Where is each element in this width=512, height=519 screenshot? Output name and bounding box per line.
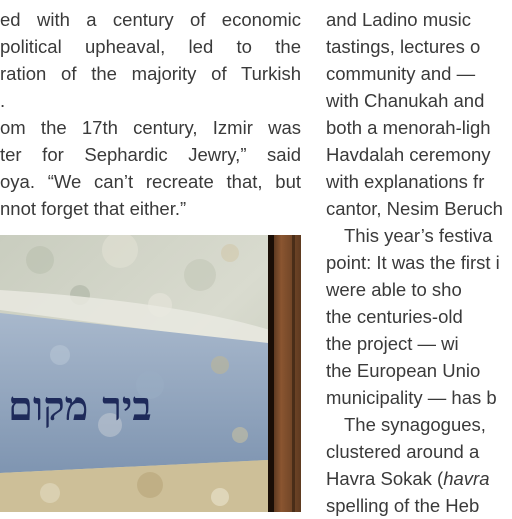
text-line xyxy=(326,465,512,492)
synagogue-wall-photo xyxy=(0,235,301,512)
text-line: point: It was the first i xyxy=(326,252,500,273)
text-line: ration of the majority of Turkish xyxy=(0,63,301,84)
italic-term: havra xyxy=(443,468,490,489)
text-line: were able to sho xyxy=(326,279,462,300)
text-line: The synagogues, xyxy=(344,414,486,435)
text-line: This year’s festiva xyxy=(344,225,493,246)
text-line: the project — wi xyxy=(326,333,459,354)
text-line: om the 17th century, Izmir was xyxy=(0,117,301,138)
text-line: community and — xyxy=(326,63,476,84)
hebrew-inscription: ביר מקום xyxy=(8,383,152,430)
text-line: the European Unio xyxy=(326,360,481,381)
text-line: Havdalah ceremony xyxy=(326,144,491,165)
text-line: with explanations fr xyxy=(326,171,485,192)
text-line: and Ladino music xyxy=(326,9,472,30)
text-line: political upheaval, led to the xyxy=(0,36,301,57)
text-line: with Chanukah and xyxy=(326,90,485,111)
text-line: ter for Sephardic Jewry,” said xyxy=(0,144,301,165)
left-text-column xyxy=(0,6,301,222)
text-line: oya. “We can’t recreate that, but xyxy=(0,171,301,192)
text-line: . xyxy=(0,90,6,111)
text-line: nnot forget that either.” xyxy=(0,198,187,219)
painted-wall-icon xyxy=(0,235,301,512)
text-line: tastings, lectures o xyxy=(326,36,481,57)
text-line: the centuries-old xyxy=(326,306,463,327)
text-line: both a menorah-ligh xyxy=(326,117,491,138)
text-line: spelling of the Heb xyxy=(326,495,480,516)
text-line: municipality — has b xyxy=(326,387,497,408)
right-text-column xyxy=(326,6,512,519)
text-line: clustered around a xyxy=(326,441,480,462)
text-line: cantor, Nesim Beruch xyxy=(326,198,503,219)
text-line: ed with a century of economic xyxy=(0,9,301,30)
text-fragment: Havra Sokak (havra xyxy=(326,468,490,489)
